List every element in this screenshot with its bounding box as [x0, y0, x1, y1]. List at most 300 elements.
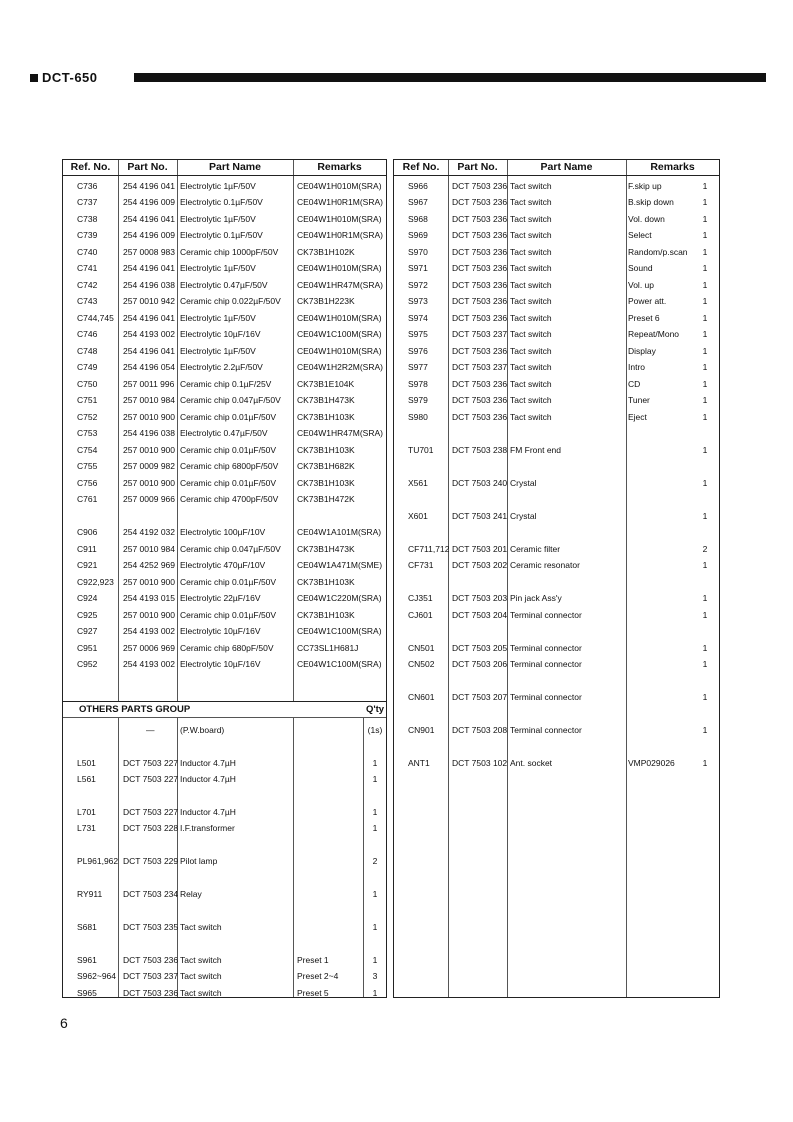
part-no-cell: DCT 7503 207: [452, 692, 508, 702]
ref-no-cell: C739: [77, 230, 98, 240]
table-row: [63, 985, 386, 1001]
ref-no-cell: S974: [408, 313, 428, 323]
table-row: [63, 640, 386, 656]
ref-no-cell: CN501: [408, 643, 435, 653]
part-no-cell: DCT 7503 208: [452, 725, 508, 735]
table-row: [63, 557, 386, 573]
part-name-cell: Terminal connector: [510, 643, 582, 653]
ref-no-cell: S965: [77, 988, 97, 998]
right-parts-table: [393, 159, 720, 998]
qty-cell: 1: [372, 955, 378, 965]
part-name-cell: FM Front end: [510, 445, 562, 455]
part-name-cell: Electrolytic 100µF/10V: [180, 527, 266, 537]
table-row: [394, 260, 719, 276]
remarks-cell: Eject: [628, 412, 647, 422]
remarks-cell: Preset 5: [297, 988, 329, 998]
ref-no-cell: CF711,712: [408, 544, 450, 554]
table-row: [394, 722, 719, 738]
part-name-cell: Electrolytic 1µF/50V: [180, 346, 256, 356]
table-row: [63, 590, 386, 606]
remarks-cell: F.skip up: [628, 181, 662, 191]
part-no-cell: DCT 7503 227: [123, 807, 179, 817]
part-name-cell: Electrolytic 1µF/50V: [180, 214, 256, 224]
part-no-cell: —: [146, 725, 155, 735]
remarks-cell: CE04W1C220M(SRA): [297, 593, 382, 603]
ref-no-cell: C922,923: [77, 577, 114, 587]
table-row: [394, 343, 719, 359]
table-row: [394, 541, 719, 557]
table-row: [63, 194, 386, 210]
qty-cell: 1: [372, 988, 378, 998]
part-name-cell: Tact switch: [180, 922, 222, 932]
part-no-cell: 257 0009 982: [123, 461, 175, 471]
remarks-cell: Preset 6: [628, 313, 660, 323]
table-row: [63, 607, 386, 623]
part-no-cell: DCT 7503 236: [123, 955, 179, 965]
part-no-cell: 254 4252 969: [123, 560, 175, 570]
part-name-cell: Ceramic chip 4700pF/50V: [180, 494, 279, 504]
header-bar: [134, 73, 766, 82]
qty-cell: 1: [702, 263, 708, 273]
part-name-cell: Ceramic chip 0.022µF/50V: [180, 296, 281, 306]
hdr-part-no: Part No.: [127, 161, 168, 173]
part-name-cell: Tact switch: [180, 955, 222, 965]
part-name-cell: Tact switch: [510, 296, 552, 306]
part-no-cell: 254 4196 009: [123, 230, 175, 240]
ref-no-cell: C738: [77, 214, 98, 224]
ref-no-cell: S971: [408, 263, 428, 273]
part-no-cell: DCT 7503 236: [123, 988, 179, 998]
part-no-cell: 254 4193 002: [123, 626, 175, 636]
table-row: [63, 623, 386, 639]
table-row: [63, 919, 386, 935]
table-row: [63, 343, 386, 359]
qty-cell: 1: [702, 692, 708, 702]
part-name-cell: Ceramic chip 0.047µF/50V: [180, 395, 281, 405]
part-no-cell: DCT 7503 238: [452, 445, 508, 455]
part-name-cell: I.F.transformer: [180, 823, 235, 833]
ref-no-cell: S962~964: [77, 971, 116, 981]
table-row: [394, 508, 719, 524]
table-row: [63, 656, 386, 672]
part-name-cell: Electrolytic 10µF/16V: [180, 329, 261, 339]
part-name-cell: Electrolytic 2.2µF/50V: [180, 362, 263, 372]
part-no-cell: DCT 7503 236: [452, 296, 508, 306]
table-row: [63, 722, 386, 738]
remarks-cell: Power att.: [628, 296, 667, 306]
hdr-part-name: Part Name: [209, 161, 261, 173]
table-row: [63, 310, 386, 326]
qty-cell: 1: [702, 593, 708, 603]
part-name-cell: Ceramic filter: [510, 544, 561, 554]
ref-no-cell: C925: [77, 610, 98, 620]
part-no-cell: 257 0010 942: [123, 296, 175, 306]
qty-cell: 1: [372, 758, 378, 768]
ref-no-cell: S969: [408, 230, 428, 240]
part-name-cell: Ceramic resonator: [510, 560, 580, 570]
table-row: [394, 376, 719, 392]
part-no-cell: 257 0010 900: [123, 478, 175, 488]
table-row: [63, 952, 386, 968]
part-name-cell: Tact switch: [180, 988, 222, 998]
part-name-cell: Electrolytic 1µF/50V: [180, 313, 256, 323]
left-header-row: [63, 160, 386, 176]
remarks-cell: CK73B1H103K: [297, 412, 355, 422]
part-no-cell: 254 4196 009: [123, 197, 175, 207]
table-row: [63, 326, 386, 342]
ref-no-cell: CN901: [408, 725, 435, 735]
remarks-cell: CE04W1A471M(SME): [297, 560, 383, 570]
table-row: [63, 853, 386, 869]
part-name-cell: Tact switch: [510, 329, 552, 339]
part-no-cell: 257 0010 984: [123, 395, 175, 405]
ref-no-cell: C927: [77, 626, 98, 636]
ref-no-cell: CJ601: [408, 610, 433, 620]
remarks-cell: CK73B1H103K: [297, 478, 355, 488]
part-no-cell: 254 4193 002: [123, 329, 175, 339]
ref-no-cell: CN601: [408, 692, 435, 702]
remarks-cell: CK73B1H472K: [297, 494, 355, 504]
part-no-cell: 254 4196 054: [123, 362, 175, 372]
part-no-cell: DCT 7503 236: [452, 280, 508, 290]
ref-no-cell: C749: [77, 362, 98, 372]
part-name-cell: Electrolytic 470µF/10V: [180, 560, 266, 570]
qty-cell: 1: [702, 313, 708, 323]
part-no-cell: 254 4196 038: [123, 280, 175, 290]
ref-no-cell: C748: [77, 346, 98, 356]
part-no-cell: DCT 7503 236: [452, 247, 508, 257]
part-name-cell: Tact switch: [510, 214, 552, 224]
part-no-cell: DCT 7503 236: [452, 346, 508, 356]
part-no-cell: DCT 7503 236: [452, 197, 508, 207]
remarks-cell: CE04W1C100M(SRA): [297, 626, 382, 636]
remarks-cell: CE04W1C100M(SRA): [297, 659, 382, 669]
table-row: [63, 293, 386, 309]
part-name-cell: Inductor 4.7µH: [180, 758, 236, 768]
part-name-cell: Tact switch: [510, 412, 552, 422]
remarks-cell: CE04W1H0R1M(SRA): [297, 230, 383, 240]
ref-no-cell: CF731: [408, 560, 434, 570]
table-row: [394, 640, 719, 656]
part-name-cell: Ceramic chip 1000pF/50V: [180, 247, 279, 257]
ref-no-cell: S976: [408, 346, 428, 356]
ref-no-cell: ANT1: [408, 758, 430, 768]
remarks-cell: Tuner: [628, 395, 650, 405]
table-row: [63, 458, 386, 474]
part-no-cell: 257 0010 900: [123, 610, 175, 620]
ref-no-cell: C750: [77, 379, 98, 389]
part-name-cell: Tact switch: [510, 280, 552, 290]
qty-cell: 1: [702, 346, 708, 356]
table-row: [394, 293, 719, 309]
qty-cell: 1: [372, 889, 378, 899]
part-no-cell: DCT 7503 204: [452, 610, 508, 620]
ref-no-cell: S681: [77, 922, 97, 932]
part-no-cell: 254 4193 002: [123, 659, 175, 669]
remarks-cell: CK73B1H102K: [297, 247, 355, 257]
ref-no-cell: S967: [408, 197, 428, 207]
part-name-cell: Pin jack Ass'y: [510, 593, 562, 603]
qty-cell: 1: [372, 774, 378, 784]
remarks-cell: CE04W1HR47M(SRA): [297, 428, 383, 438]
table-row: [63, 574, 386, 590]
part-no-cell: DCT 7503 236: [452, 379, 508, 389]
others-title: OTHERS PARTS GROUP: [79, 704, 191, 715]
ref-no-cell: C951: [77, 643, 98, 653]
part-no-cell: DCT 7503 236: [452, 313, 508, 323]
table-row: [63, 260, 386, 276]
hdr-remarks: Remarks: [317, 161, 362, 173]
part-no-cell: DCT 7503 201: [452, 544, 508, 554]
table-row: [63, 227, 386, 243]
remarks-cell: Display: [628, 346, 656, 356]
table-row: [394, 590, 719, 606]
part-no-cell: 257 0009 966: [123, 494, 175, 504]
table-row: [63, 804, 386, 820]
part-no-cell: 257 0010 984: [123, 544, 175, 554]
qty-cell: 2: [702, 544, 708, 554]
qty-cell: 1: [702, 247, 708, 257]
table-row: [394, 607, 719, 623]
part-name-cell: Tact switch: [510, 181, 552, 191]
table-row: [394, 277, 719, 293]
qty-cell: 1: [702, 659, 708, 669]
remarks-cell: CE04W1H010M(SRA): [297, 313, 382, 323]
ref-no-cell: PL961,962: [77, 856, 119, 866]
ref-no-cell: TU701: [408, 445, 434, 455]
ref-no-cell: C753: [77, 428, 98, 438]
table-row: [63, 491, 386, 507]
qty-cell: 1: [702, 362, 708, 372]
table-row: [394, 326, 719, 342]
qty-cell: 1: [702, 329, 708, 339]
remarks-cell: CE04W1H010M(SRA): [297, 263, 382, 273]
ref-no-cell: L561: [77, 774, 96, 784]
ref-no-cell: C911: [77, 544, 97, 554]
part-name-cell: Ant. socket: [510, 758, 553, 768]
remarks-cell: CE04W1H2R2M(SRA): [297, 362, 383, 372]
part-name-cell: Tact switch: [510, 346, 552, 356]
table-row: [63, 425, 386, 441]
table-row: [394, 178, 719, 194]
ref-no-cell: L701: [77, 807, 96, 817]
table-row: [394, 227, 719, 243]
part-no-cell: 257 0010 900: [123, 412, 175, 422]
table-row: [63, 968, 386, 984]
remarks-cell: CK73B1H223K: [297, 296, 355, 306]
part-name-cell: Ceramic chip 680pF/50V: [180, 643, 274, 653]
ref-no-cell: C755: [77, 461, 98, 471]
part-no-cell: DCT 7503 240: [452, 478, 508, 488]
ref-no-cell: CN502: [408, 659, 435, 669]
ref-no-cell: S961: [77, 955, 97, 965]
qty-cell: 1: [702, 379, 708, 389]
table-row: [394, 409, 719, 425]
table-row: [394, 442, 719, 458]
page-header: [30, 72, 766, 84]
table-row: [63, 886, 386, 902]
part-name-cell: Terminal connector: [510, 610, 582, 620]
ref-no-cell: S977: [408, 362, 428, 372]
table-row: [63, 524, 386, 540]
ref-no-cell: C741: [77, 263, 98, 273]
qty-cell: 2: [372, 856, 378, 866]
ref-no-cell: S973: [408, 296, 428, 306]
table-row: [394, 689, 719, 705]
qty-cell: 1: [702, 610, 708, 620]
part-no-cell: 254 4196 041: [123, 181, 175, 191]
qty-cell: 1: [702, 230, 708, 240]
ref-no-cell: S972: [408, 280, 428, 290]
part-name-cell: Tact switch: [510, 362, 552, 372]
hdr-remarks: Remarks: [650, 161, 695, 173]
part-name-cell: Ceramic chip 0.01µF/50V: [180, 577, 277, 587]
qty-cell: 1: [702, 511, 708, 521]
part-no-cell: 254 4196 041: [123, 346, 175, 356]
remarks-cell: CE04W1C100M(SRA): [297, 329, 382, 339]
part-name-cell: Ceramic chip 0.01µF/50V: [180, 610, 277, 620]
part-no-cell: 254 4196 041: [123, 263, 175, 273]
part-name-cell: Ceramic chip 6800pF/50V: [180, 461, 279, 471]
qty-cell: 1: [702, 445, 708, 455]
table-row: [63, 820, 386, 836]
table-row: [63, 541, 386, 557]
remarks-cell: CK73B1H103K: [297, 445, 355, 455]
part-name-cell: Tact switch: [180, 971, 222, 981]
page-number: 6: [60, 1015, 68, 1031]
table-row: [63, 178, 386, 194]
qty-cell: 1: [702, 181, 708, 191]
others-group-header: [63, 701, 386, 718]
qty-cell: 1: [702, 296, 708, 306]
ref-no-cell: C740: [77, 247, 98, 257]
header-square-icon: [30, 74, 38, 82]
part-no-cell: 257 0008 983: [123, 247, 175, 257]
hdr-ref-no: Ref No.: [402, 161, 440, 173]
remarks-cell: CK73B1H103K: [297, 610, 355, 620]
ref-no-cell: C952: [77, 659, 98, 669]
ref-no-cell: L731: [77, 823, 96, 833]
part-name-cell: Tact switch: [510, 197, 552, 207]
ref-no-cell: X561: [408, 478, 428, 488]
part-no-cell: DCT 7503 235: [123, 922, 179, 932]
qty-cell: 3: [372, 971, 378, 981]
part-no-cell: DCT 7503 227: [123, 758, 179, 768]
ref-no-cell: C756: [77, 478, 98, 488]
remarks-cell: Repeat/Mono: [628, 329, 680, 339]
part-name-cell: Electrolytic 10µF/16V: [180, 626, 261, 636]
ref-no-cell: C752: [77, 412, 98, 422]
part-name-cell: Electrolytic 0.47µF/50V: [180, 280, 268, 290]
part-no-cell: DCT 7503 236: [452, 230, 508, 240]
part-no-cell: DCT 7503 234: [123, 889, 179, 899]
table-row: [63, 277, 386, 293]
table-row: [63, 244, 386, 260]
ref-no-cell: C754: [77, 445, 98, 455]
remarks-cell: CE04W1H010M(SRA): [297, 214, 382, 224]
remarks-cell: Sound: [628, 263, 653, 273]
table-row: [394, 359, 719, 375]
part-name-cell: Pilot lamp: [180, 856, 218, 866]
part-no-cell: 257 0010 900: [123, 577, 175, 587]
part-name-cell: Ceramic chip 0.01µF/50V: [180, 445, 277, 455]
remarks-cell: CK73B1H473K: [297, 395, 355, 405]
part-name-cell: Electrolytic 1µF/50V: [180, 263, 256, 273]
table-row: [394, 392, 719, 408]
part-name-cell: Electrolytic 1µF/50V: [180, 181, 256, 191]
ref-no-cell: S979: [408, 395, 428, 405]
qty-cell: 1: [372, 922, 378, 932]
table-row: [394, 656, 719, 672]
part-no-cell: 254 4196 041: [123, 313, 175, 323]
part-name-cell: Terminal connector: [510, 692, 582, 702]
ref-no-cell: C906: [77, 527, 98, 537]
remarks-cell: Random/p.scan: [628, 247, 688, 257]
ref-no-cell: C742: [77, 280, 98, 290]
remarks-cell: Select: [628, 230, 652, 240]
table-row: [394, 194, 719, 210]
remarks-cell: Intro: [628, 362, 646, 372]
part-name-cell: (P.W.board): [180, 725, 225, 735]
part-name-cell: Tact switch: [510, 230, 552, 240]
part-no-cell: DCT 7503 236: [452, 214, 508, 224]
ref-no-cell: C744,745: [77, 313, 114, 323]
part-no-cell: DCT 7503 202: [452, 560, 508, 570]
table-row: [63, 359, 386, 375]
remarks-cell: Vol. up: [628, 280, 654, 290]
part-name-cell: Tact switch: [510, 247, 552, 257]
remarks-cell: CK73B1E104K: [297, 379, 355, 389]
qty-cell: 1: [702, 758, 708, 768]
remarks-cell: B.skip down: [628, 197, 674, 207]
part-no-cell: DCT 7503 206: [452, 659, 508, 669]
table-row: [63, 755, 386, 771]
part-no-cell: DCT 7503 236: [452, 181, 508, 191]
remarks-cell: CE04W1HR47M(SRA): [297, 280, 383, 290]
qty-cell: 1: [702, 725, 708, 735]
part-name-cell: Terminal connector: [510, 725, 582, 735]
table-row: [394, 244, 719, 260]
part-no-cell: DCT 7503 205: [452, 643, 508, 653]
left-parts-table: [62, 159, 387, 998]
remarks-cell: CE04W1H010M(SRA): [297, 346, 382, 356]
qty-cell: 1: [372, 807, 378, 817]
table-row: [63, 376, 386, 392]
part-name-cell: Crystal: [510, 478, 537, 488]
table-row: [394, 475, 719, 491]
part-name-cell: Inductor 4.7µH: [180, 807, 236, 817]
part-name-cell: Crystal: [510, 511, 537, 521]
part-name-cell: Ceramic chip 0.01µF/50V: [180, 478, 277, 488]
ref-no-cell: S966: [408, 181, 428, 191]
part-name-cell: Electrolytic 0.1µF/50V: [180, 230, 263, 240]
ref-no-cell: C761: [77, 494, 98, 504]
qty-cell: 1: [702, 197, 708, 207]
table-row: [63, 211, 386, 227]
qty-header: Q'ty: [365, 704, 385, 715]
qty-cell: 1: [702, 412, 708, 422]
part-no-cell: 254 4196 041: [123, 214, 175, 224]
part-name-cell: Terminal connector: [510, 659, 582, 669]
ref-no-cell: L501: [77, 758, 96, 768]
remarks-cell: CK73B1H682K: [297, 461, 355, 471]
ref-no-cell: C746: [77, 329, 98, 339]
table-row: [63, 409, 386, 425]
table-row: [394, 557, 719, 573]
part-name-cell: Electrolytic 0.1µF/50V: [180, 197, 263, 207]
remarks-cell: Vol. down: [628, 214, 665, 224]
part-name-cell: Electrolytic 10µF/16V: [180, 659, 261, 669]
